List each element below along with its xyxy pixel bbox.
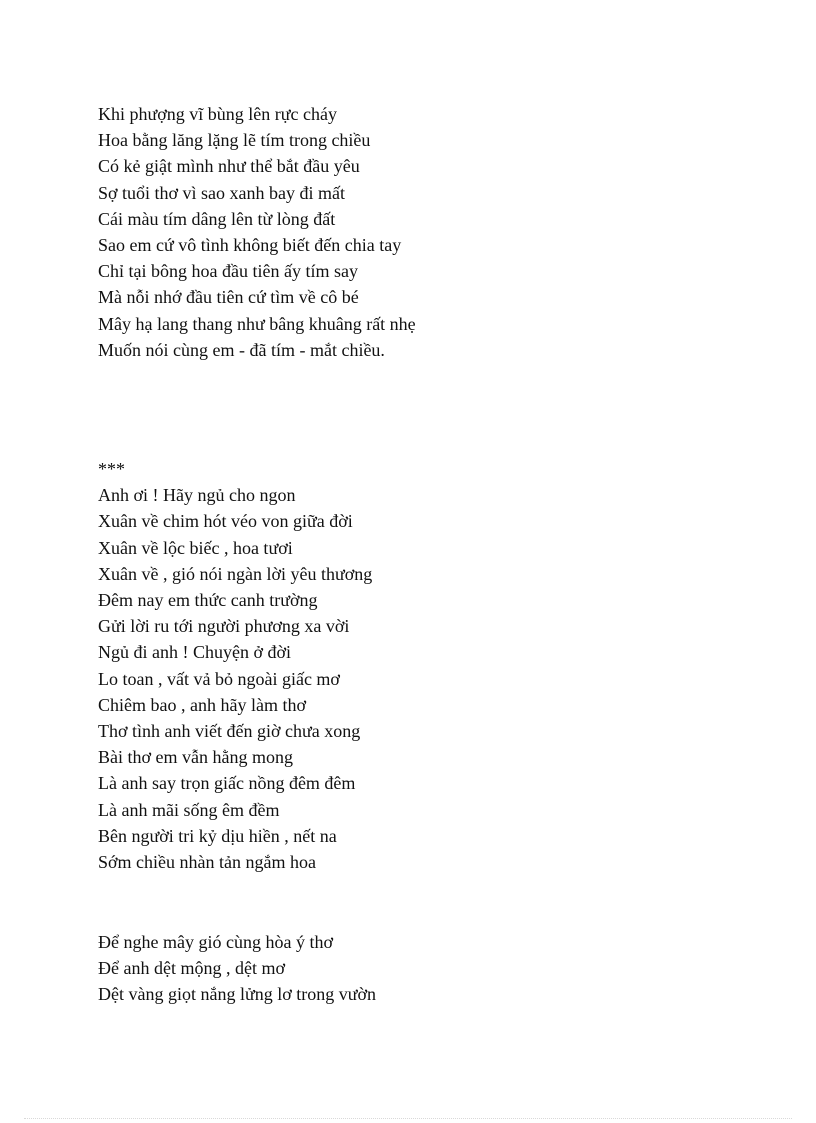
poem-line: Đêm nay em thức canh trường [98, 590, 318, 611]
poem-line: Sao em cứ vô tình không biết đến chia tay [98, 235, 402, 256]
poem-line: Để nghe mây gió cùng hòa ý thơ [98, 932, 333, 952]
poem-line: Có kẻ giật mình như thể bắt đầu yêu [98, 156, 360, 177]
poem-line: Là anh say trọn giấc nồng đêm đêm [98, 773, 356, 794]
poem-line: Gửi lời ru tới người phương xa vời [98, 616, 350, 637]
poem-line: Để anh dệt mộng , dệt mơ [98, 958, 285, 979]
page-bottom-divider [24, 1118, 792, 1119]
poem-line: Dệt vàng giọt nắng lửng lơ trong vườn [98, 984, 377, 1005]
poem-stanza-2 [98, 456, 372, 875]
poem-line: Hoa bằng lăng lặng lẽ tím trong chiều [98, 130, 371, 151]
poem-line: Chiêm bao , anh hãy làm thơ [98, 694, 306, 715]
section-separator: *** [98, 459, 125, 479]
poem-line: Lo toan , vất vả bỏ ngoài giấc mơ [98, 668, 340, 689]
poem-line: Sớm chiều nhàn tản ngắm hoa [98, 852, 316, 873]
poem-line: Sợ tuổi thơ vì sao xanh bay đi mất [98, 182, 346, 203]
poem-line: Mây hạ lang thang như bâng khuâng rất nhẹ [98, 313, 416, 334]
poem-stanza-1 [98, 101, 416, 363]
poem-stanza-3 [98, 929, 376, 1008]
poem-line: Là anh mãi sống êm đềm [98, 799, 280, 820]
poem-line: Mà nỗi nhớ đầu tiên cứ tìm về cô bé [98, 287, 359, 308]
poem-line: Cái màu tím dâng lên từ lòng đất [98, 208, 336, 229]
poem-line: Chỉ tại bông hoa đầu tiên ấy tím say [98, 261, 358, 282]
poem-line: Ngủ đi anh ! Chuyện ở đời [98, 642, 292, 663]
poem-line: Khi phượng vĩ bùng lên rực cháy [98, 104, 337, 124]
poem-line: Xuân về , gió nói ngàn lời yêu thương [98, 563, 373, 584]
poem-line: Muốn nói cùng em - đã tím - mắt chiều. [98, 339, 385, 360]
poem-line: Xuân về lộc biếc , hoa tươi [98, 537, 293, 558]
poem-line: Bài thơ em vẫn hằng mong [98, 747, 293, 768]
poem-line: Bên người tri kỷ dịu hiền , nết na [98, 825, 337, 846]
poem-line: Thơ tình anh viết đến giờ chưa xong [98, 721, 361, 742]
poem-line: Anh ơi ! Hãy ngủ cho ngon [98, 485, 296, 506]
poem-line: Xuân về chim hót véo von giữa đời [98, 511, 353, 532]
